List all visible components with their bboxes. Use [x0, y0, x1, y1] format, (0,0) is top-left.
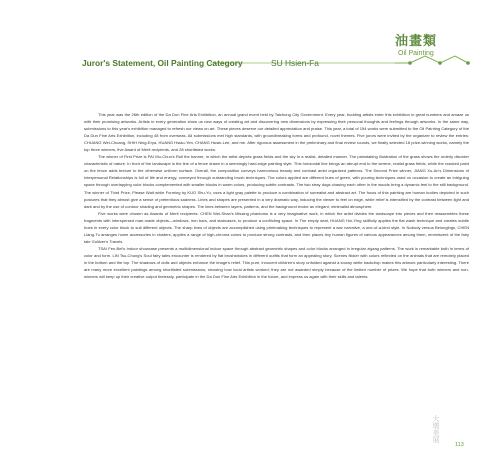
paragraph: This year was the 26th edition of the Da Dun Fine Arts Exhibition, an annual grand event held by Taichung City Government. Every year, budding artists enter this exhibition in great numbers and amaze us with their promising artworks. Artists in every generation show us new ways of creating art and discovering new dimensions by expressing their personal thoughts and feelings through artworks. In the same way, submissions to this year's exhibition managed to refresh our views on art. These pieces deserve our detailed appreciation and praise. This year, a total of 154 works were submitted to the Oil Painting Category of the Da Dun Fine Arts Exhibition, including 48 from overseas. All submissions met high standards, with groundbreaking forms and profound, novel themes. Five jurors were invited by the organizer to review the entries: CHUANG Wei-Chuang, SHIH Ning-Erya, HUANG Hsiao-Yen, CHANG Hwan-Lee, and me. After rigorous assessment in the preliminary and final review rounds, we finally selected 16 prize-winning works, namely the top three winners, five Award of Merit recipients, and 28 shortlisted works.	[84, 112, 469, 153]
header-dot	[408, 61, 412, 65]
header-zigzag-line	[395, 56, 468, 63]
page-title: Juror's Statement, Oil Painting Category	[82, 58, 243, 68]
calligraphy-watermark: 大墩美展	[432, 415, 440, 443]
paragraph: Five works were chosen as Awards of Merit recipients. CHEN Wei-Shan's Missing phantoms is a very imaginative work, in which the artist divides the landscape into pieces and then reassembles these fragments with interspersed man-made objects—windows, iron bars, and staircases, to produce a conflicting space. In The empty seat, HUANG Hui-Ying skillfully applies the flat wash technique and creates subtle hues in every color block to suit different objects. The sharp lines of objects are accomplished using printmaking techniques to represent a war narrative, a one-of-a-kind style. In Nobody versus Belongings, CHEN Liang-Tu arranges home accessories in clusters, applies a range of high-chroma colors to produce strong contrasts, and then places tiny human figures of various appearances among them, reminiscent of the fairy tale Gulliver's Travels.	[84, 210, 469, 244]
page-number: 113	[455, 442, 464, 448]
author-name: SU Hsien-Fa	[271, 58, 319, 68]
article-body	[84, 111, 469, 280]
paragraph: The winner of First Prize is PAI Mu-Chun's Roll the banner, in which the artist depicts grass fields and the sky in a realist, detailed manner. The painstaking illustration of the grass shows the orderly disorder characteristic of nature. In front of the landscape is the line of a fence drawn in a seemingly hard-edge painting style. This horizontal line brings an abrupt end to the serene, realist grass fields, while the cracked paint on the fence adds texture to the otherwise uniform surface. Overall, the composition conveys harmonious beauty and contrast amid organized patterns. The Second Prize winner, JIANG Xu-An's Dimensions of Interpersonal Relationships is full of life and energy, conveyed through outstanding brush techniques. The colors applied are different hues of green, with pouring techniques used on occasion to create an intriguing space through overlapping color blocks complemented with smaller blocks in warm colors, producing subtle contrasts. The two stray dogs chasing each other in the woods bring a dynamic feel to the still background. The winner of Third Prize, Please Wait while Forming by KUO Shu-Yu, uses a light gray palette to produce a combination of surrealist and abstract art. The focus of this painting are human bodies depicted in such postures that they almost give a sense of pretentious sadness. Lines and shapes are presented in a very dramatic way, inducing the viewer to feel on edge, while relief is intensified by the contrast between light and dark and by the use of contour shading and geometric shapes. The lines between layers, patterns, and the background evoke an elegant, minimalist atmosphere.	[84, 154, 469, 209]
header-dot	[438, 61, 442, 65]
paragraph: TSAI Fen-Bei's Indoor showcase presents a multidimensional indoor space through abstract geometric shapes and color blocks arranged in irregular zigzag patterns. The work is remarkable both in terms of color and form. LIN Tsu-Chung's Soul fairy tales encounter is rendered by flat brushstrokes in different outfits that form an appealing story. Scenes flicker with colors reflected on the animals that are remotely placed in the bottom and the top. The shadows of dolls and objects enhance the image's relief. This pure, innocent children's story unfolded against a snowy white backdrop makes this artwork particularly interesting. There are many more excellent paintings among shortlisted submissions, showing how local artists worked; they are not awarded simply because of the limited number of prizes. We hope that both winners and non-winners will keep up their creative output tirelessly, participate in the Da Dun Fine Arts Exhibition in the future, and impress us again with their skills and talents.	[84, 245, 469, 280]
category-chinese-title: 油畫類	[395, 34, 438, 49]
header-dot	[466, 61, 470, 65]
category-english-title: Oil Painting	[398, 50, 434, 57]
